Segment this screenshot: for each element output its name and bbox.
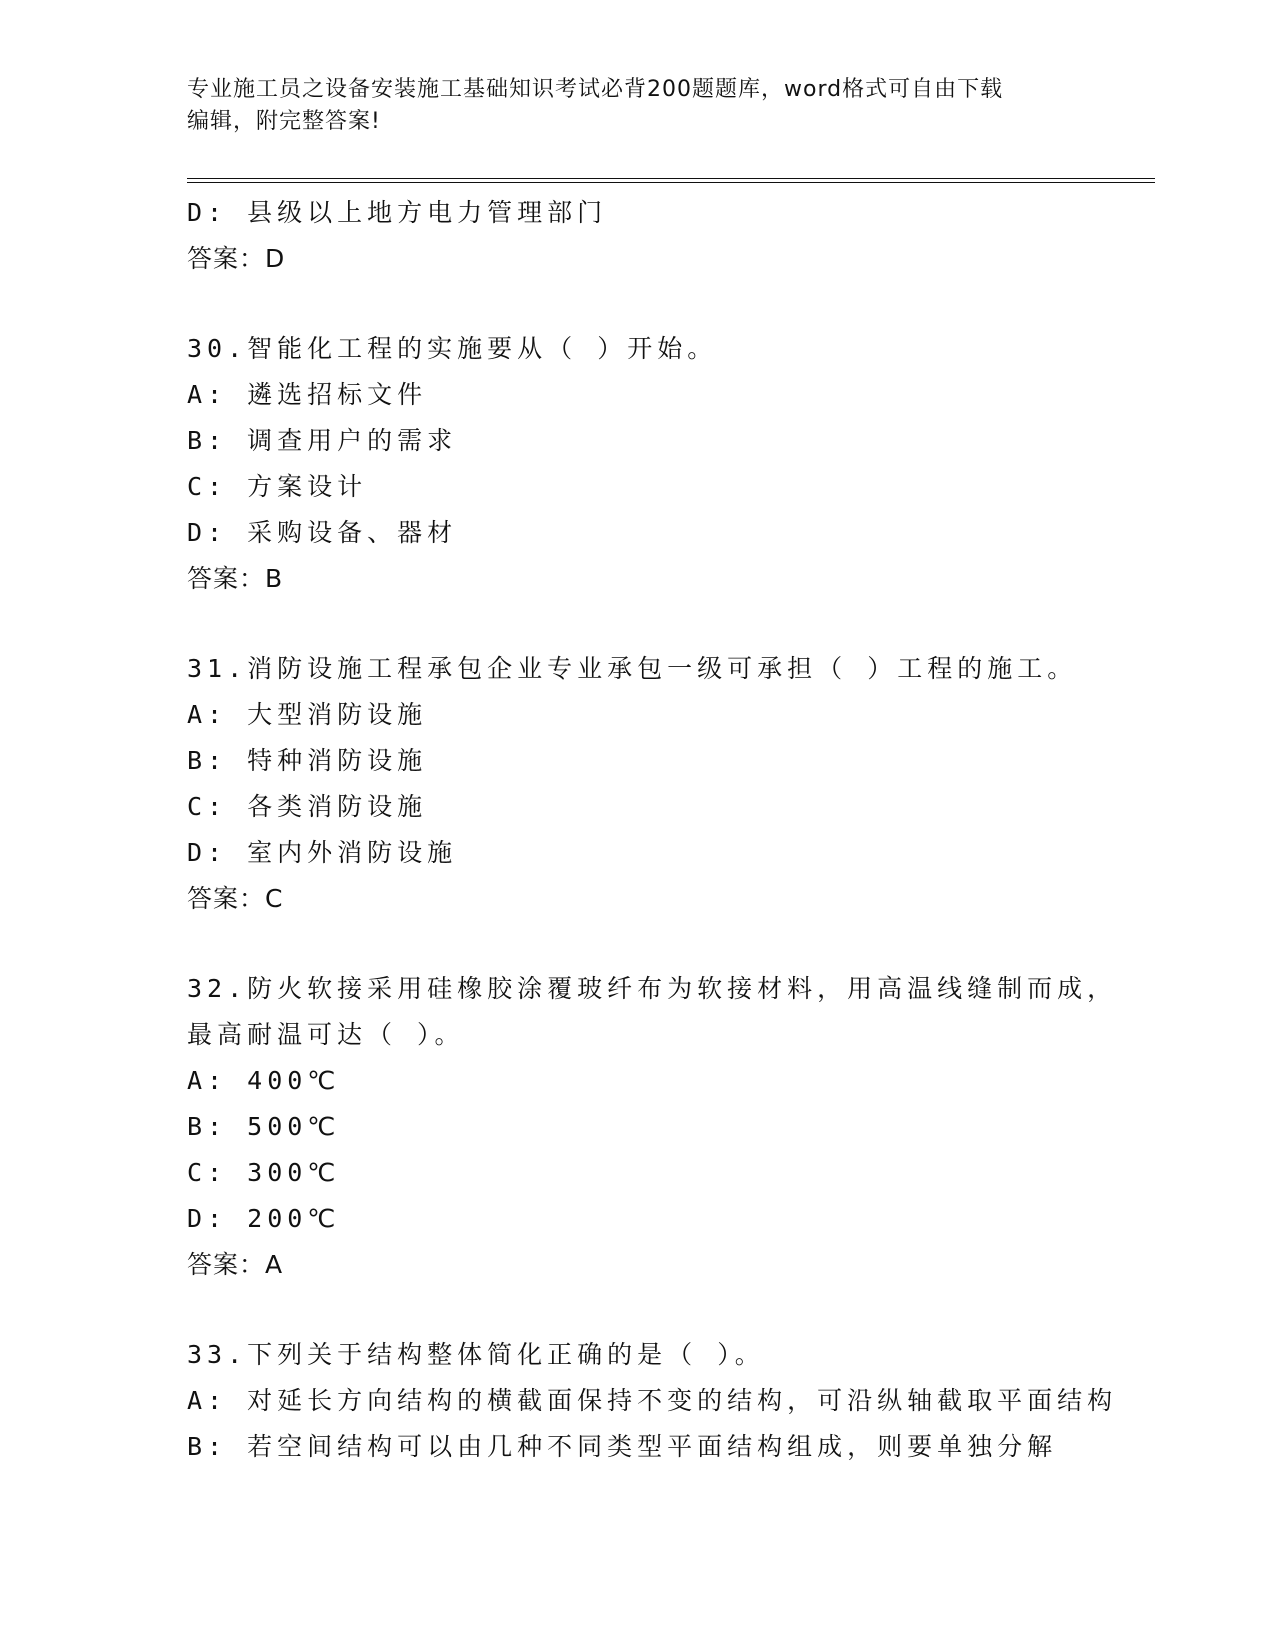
question-list (187, 190, 1147, 1470)
question-title: 33.下列关于结构整体简化正确的是（ ）。 (187, 1340, 765, 1369)
document-header (187, 74, 1067, 138)
option-b: B: 调查用户的需求 (187, 426, 458, 455)
option-c: C: 各类消防设施 (187, 792, 428, 821)
answer-line: 答案：B (187, 564, 284, 593)
answer-line: 答案：C (187, 884, 284, 913)
option-d: D: 200℃ (187, 1204, 341, 1233)
option-d: D: 采购设备、器材 (187, 518, 458, 547)
question-title-line-1: 32.防火软接采用硅橡胶涂覆玻纤布为软接材料，用高温线缝制而成， (187, 974, 1118, 1003)
header-line-1: 专业施工员之设备安装施工基础知识考试必背200题题库，word格式可自由下载 (187, 77, 1004, 102)
option-d: D: 县级以上地方电力管理部门 (187, 198, 608, 227)
option-c: C: 300℃ (187, 1158, 341, 1187)
question-33 (187, 1332, 1147, 1470)
question-title: 31.消防设施工程承包企业专业承包一级可承担（ ）工程的施工。 (187, 654, 1078, 683)
option-c: C: 方案设计 (187, 472, 368, 501)
question-32 (187, 966, 1147, 1288)
header-rule-bottom (187, 182, 1155, 183)
option-a: A: 对延长方向结构的横截面保持不变的结构，可沿纵轴截取平面结构 (187, 1386, 1118, 1415)
question-31 (187, 646, 1147, 922)
option-a: A: 400℃ (187, 1066, 341, 1095)
option-b: B: 500℃ (187, 1112, 341, 1141)
answer-line: 答案：D (187, 244, 286, 273)
answer-line: 答案：A (187, 1250, 284, 1279)
option-a: A: 遴选招标文件 (187, 380, 428, 409)
header-line-2: 编辑，附完整答案! (187, 109, 381, 134)
option-b: B: 若空间结构可以由几种不同类型平面结构组成，则要单独分解 (187, 1432, 1058, 1461)
option-b: B: 特种消防设施 (187, 746, 428, 775)
question-title: 30.智能化工程的实施要从（ ）开始。 (187, 334, 718, 363)
question-30 (187, 326, 1147, 602)
question-title-line-2: 最高耐温可达（ ）。 (187, 1020, 465, 1049)
option-d: D: 室内外消防设施 (187, 838, 458, 867)
header-rule-top (187, 178, 1155, 179)
option-a: A: 大型消防设施 (187, 700, 428, 729)
